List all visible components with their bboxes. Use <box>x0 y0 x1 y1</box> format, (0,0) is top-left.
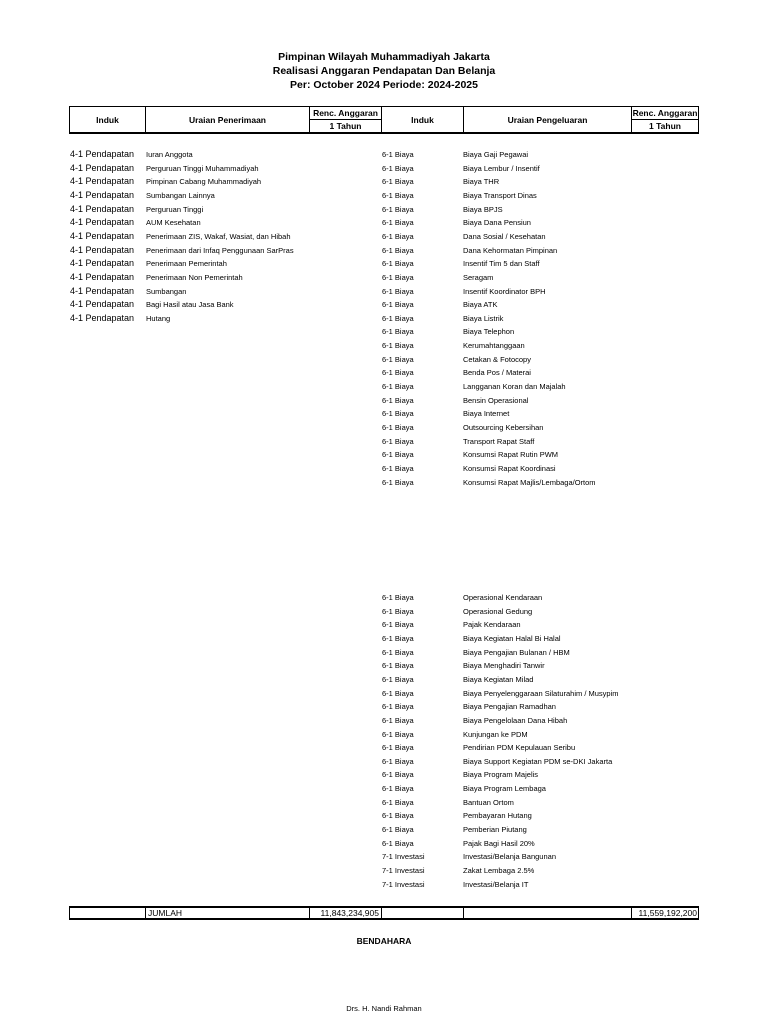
pengeluaran-uraian: Biaya Support Kegiatan PDM se-DKI Jakarta <box>463 756 613 766</box>
pengeluaran-induk: 6-1 Biaya <box>382 770 414 780</box>
header-satu-tahun-label-2: 1 Tahun <box>649 121 681 131</box>
header-renc-anggaran-label: Renc. Anggaran <box>310 107 381 120</box>
pengeluaran-induk: 7-1 Investasi <box>382 879 425 889</box>
header-renc-anggaran-penerimaan <box>310 107 382 133</box>
pengeluaran-induk: 6-1 Biaya <box>382 341 414 351</box>
penerimaan-uraian: Penerimaan Non Pemerintah <box>146 272 243 282</box>
pengeluaran-uraian: Benda Pos / Materai <box>463 368 531 378</box>
pengeluaran-induk: 6-1 Biaya <box>382 702 414 712</box>
pengeluaran-induk: 6-1 Biaya <box>382 436 414 446</box>
pengeluaran-induk: 6-1 Biaya <box>382 620 414 630</box>
pengeluaran-induk: 6-1 Biaya <box>382 300 414 310</box>
pengeluaran-uraian: Cetakan & Fotocopy <box>463 354 531 364</box>
pengeluaran-uraian: Dana Kehormatan Pimpinan <box>463 245 558 255</box>
pengeluaran-induk: 6-1 Biaya <box>382 838 414 848</box>
pengeluaran-induk: 6-1 Biaya <box>382 395 414 405</box>
header-induk-pengeluaran: Induk <box>382 107 464 133</box>
total-penerimaan: 11,843,234,905 <box>310 908 382 918</box>
pengeluaran-uraian: Zakat Lembaga 2.5% <box>463 866 535 875</box>
header-uraian-pengeluaran: Uraian Pengeluaran <box>464 107 632 133</box>
total-uraian-pengeluaran-cell <box>464 908 632 918</box>
pengeluaran-uraian: Biaya Telephon <box>463 327 515 337</box>
pengeluaran-induk: 6-1 Biaya <box>382 715 414 725</box>
penerimaan-uraian: Penerimaan ZIS, Wakaf, Wasiat, dan Hibah <box>146 231 291 241</box>
pengeluaran-uraian: Transport Rapat Staff <box>463 436 535 446</box>
pengeluaran-uraian: Kunjungan ke PDM <box>463 729 528 739</box>
pengeluaran-uraian: Biaya Menghadiri Tanwir <box>463 661 545 671</box>
pengeluaran-uraian: Biaya BPJS <box>463 204 503 214</box>
penerimaan-uraian: Sumbangan Lainnya <box>146 190 215 200</box>
pengeluaran-induk: 6-1 Biaya <box>382 272 414 282</box>
penerimaan-induk: 4-1 Pendapatan <box>70 230 135 241</box>
pengeluaran-uraian: Biaya Gaji Pegawai <box>463 150 529 159</box>
header-uraian-penerimaan: Uraian Penerimaan <box>146 107 310 133</box>
pengeluaran-uraian: Biaya Program Majelis <box>463 770 539 780</box>
org-title: Pimpinan Wilayah Muhammadiyah Jakarta <box>278 51 490 63</box>
pengeluaran-uraian: Bantuan Ortom <box>463 797 514 807</box>
pengeluaran-induk: 6-1 Biaya <box>382 231 414 241</box>
pengeluaran-induk: 6-1 Biaya <box>382 756 414 766</box>
penerimaan-induk: 4-1 Pendapatan <box>70 312 135 323</box>
pengeluaran-induk: 6-1 Biaya <box>382 286 414 296</box>
pengeluaran-uraian: Operasional Gedung <box>463 606 533 616</box>
penerimaan-induk: 4-1 Pendapatan <box>70 258 135 269</box>
total-pengeluaran: 11,559,192,200 <box>638 908 697 918</box>
pengeluaran-induk: 6-1 Biaya <box>382 409 414 419</box>
pengeluaran-induk: 6-1 Biaya <box>382 797 414 807</box>
penerimaan-uraian: Perguruan Tinggi <box>146 204 204 214</box>
pengeluaran-induk: 6-1 Biaya <box>382 150 414 159</box>
pengeluaran-uraian: Biaya Transport Dinas <box>463 190 537 200</box>
pengeluaran-uraian: Operasional Kendaraan <box>463 593 543 602</box>
penerimaan-uraian: Pimpinan Cabang Muhammadiyah <box>146 177 262 187</box>
penerimaan-induk: 4-1 Pendapatan <box>70 203 135 214</box>
pengeluaran-uraian: Biaya ATK <box>463 300 498 310</box>
pengeluaran-uraian: Bensin Operasional <box>463 395 529 405</box>
pengeluaran-uraian: Biaya Kegiatan Halal Bi Halal <box>463 633 561 643</box>
pengeluaran-uraian: Biaya Pengajian Bulanan / HBM <box>463 647 570 657</box>
pengeluaran-uraian: Pendirian PDM Kepulauan Seribu <box>463 743 576 753</box>
pengeluaran-uraian: Konsumsi Rapat Rutin PWM <box>463 450 559 460</box>
total-label: JUMLAH <box>146 908 310 918</box>
pengeluaran-uraian: Konsumsi Rapat Majlis/Lembaga/Ortom <box>463 477 596 487</box>
pengeluaran-induk: 6-1 Biaya <box>382 811 414 821</box>
pengeluaran-uraian: Konsumsi Rapat Koordinasi <box>463 463 556 473</box>
header-renc-anggaran-pengeluaran <box>632 107 698 133</box>
penerimaan-induk: 4-1 Pendapatan <box>70 271 135 282</box>
pengeluaran-uraian: Insentif Koordinator BPH <box>463 286 546 296</box>
pengeluaran-induk: 6-1 Biaya <box>382 647 414 657</box>
header-induk: Induk <box>70 107 146 133</box>
pengeluaran-induk: 6-1 Biaya <box>382 354 414 364</box>
pengeluaran-uraian: Outsourcing Kebersihan <box>463 423 544 432</box>
pengeluaran-induk: 6-1 Biaya <box>382 593 414 602</box>
report-title: Realisasi Anggaran Pendapatan Dan Belanja <box>272 65 496 77</box>
pengeluaran-induk: 6-1 Biaya <box>382 743 414 753</box>
penerimaan-uraian: Penerimaan Pemerintah <box>146 259 227 269</box>
total-induk-pengeluaran-cell <box>382 908 464 918</box>
pengeluaran-induk: 6-1 Biaya <box>382 177 414 187</box>
pengeluaran-uraian: Biaya Listrik <box>463 313 504 323</box>
pengeluaran-induk: 6-1 Biaya <box>382 674 414 684</box>
report-period: Per: October 2024 Periode: 2024-2025 <box>290 79 478 91</box>
penerimaan-induk: 4-1 Pendapatan <box>70 189 135 200</box>
pengeluaran-uraian: Biaya Lembur / Insentif <box>463 163 540 173</box>
penerimaan-induk: 4-1 Pendapatan <box>70 149 135 159</box>
pengeluaran-uraian: Biaya Internet <box>463 409 510 419</box>
pengeluaran-induk: 6-1 Biaya <box>382 163 414 173</box>
pengeluaran-induk: 6-1 Biaya <box>382 606 414 616</box>
penerimaan-induk: 4-1 Pendapatan <box>70 299 135 310</box>
header-satu-tahun-label: 1 Tahun <box>329 121 362 131</box>
pengeluaran-induk: 6-1 Biaya <box>382 313 414 323</box>
total-induk-cell <box>70 908 146 918</box>
pengeluaran-induk: 6-1 Biaya <box>382 190 414 200</box>
table-header <box>69 106 699 134</box>
penerimaan-uraian: AUM Kesehatan <box>146 218 201 228</box>
pengeluaran-uraian: Biaya Dana Pensiun <box>463 218 531 228</box>
pengeluaran-uraian: Pembayaran Hutang <box>463 811 532 821</box>
pengeluaran-induk: 6-1 Biaya <box>382 661 414 671</box>
pengeluaran-uraian: Langganan Koran dan Majalah <box>463 382 566 392</box>
penerimaan-induk: 4-1 Pendapatan <box>70 244 135 255</box>
pengeluaran-uraian: Biaya THR <box>463 177 500 187</box>
penerimaan-induk: 4-1 Pendapatan <box>70 217 135 228</box>
pengeluaran-induk: 6-1 Biaya <box>382 218 414 228</box>
pengeluaran-induk: 6-1 Biaya <box>382 245 414 255</box>
penerimaan-uraian: Hutang <box>146 313 171 323</box>
penerimaan-induk: 4-1 Pendapatan <box>70 285 135 296</box>
pengeluaran-uraian: Dana Sosial / Kesehatan <box>463 231 546 241</box>
pengeluaran-induk: 6-1 Biaya <box>382 423 414 432</box>
pengeluaran-uraian: Biaya Penyelenggaraan Silaturahim / Musypim <box>463 688 619 698</box>
penerimaan-induk: 4-1 Pendapatan <box>70 176 135 187</box>
signature-name: Drs. H. Nandi Rahman <box>346 1004 422 1013</box>
pengeluaran-uraian: Biaya Pengajian Ramadhan <box>463 702 556 712</box>
pengeluaran-induk: 6-1 Biaya <box>382 259 414 269</box>
pengeluaran-induk: 6-1 Biaya <box>382 688 414 698</box>
penerimaan-uraian: Perguruan Tinggi Muhammadiyah <box>146 163 259 173</box>
pengeluaran-induk: 6-1 Biaya <box>382 204 414 214</box>
pengeluaran-uraian: Kerumahtanggaan <box>463 341 525 351</box>
pengeluaran-uraian: Biaya Pengelolaan Dana Hibah <box>463 715 568 725</box>
pengeluaran-uraian: Biaya Kegiatan Milad <box>463 674 534 684</box>
total-row <box>69 906 699 920</box>
pengeluaran-uraian: Seragam <box>463 272 494 282</box>
pengeluaran-induk: 6-1 Biaya <box>382 463 414 473</box>
pengeluaran-uraian: Investasi/Belanja IT <box>463 879 529 889</box>
pengeluaran-induk: 6-1 Biaya <box>382 368 414 378</box>
pengeluaran-induk: 6-1 Biaya <box>382 327 414 337</box>
penerimaan-induk: 4-1 Pendapatan <box>70 162 135 173</box>
penerimaan-uraian: Penerimaan dari Infaq Penggunaan SarPras <box>146 245 294 255</box>
penerimaan-uraian: Bagi Hasil atau Jasa Bank <box>146 300 234 310</box>
penerimaan-uraian: Sumbangan <box>146 286 187 296</box>
pengeluaran-induk: 6-1 Biaya <box>382 450 414 460</box>
pengeluaran-induk: 7-1 Investasi <box>382 866 425 875</box>
pengeluaran-induk: 6-1 Biaya <box>382 784 414 794</box>
pengeluaran-uraian: Pajak Bagi Hasil 20% <box>463 838 535 848</box>
pengeluaran-induk: 6-1 Biaya <box>382 633 414 643</box>
pengeluaran-induk: 6-1 Biaya <box>382 729 414 739</box>
pengeluaran-uraian: Biaya Program Lembaga <box>463 784 546 794</box>
header-renc-anggaran-label-2: Renc. Anggaran <box>632 108 698 118</box>
pengeluaran-uraian: Pemberian Piutang <box>463 825 527 835</box>
pengeluaran-uraian: Insentif Tim 5 dan Staff <box>463 259 540 269</box>
signature-role: BENDAHARA <box>356 936 412 946</box>
pengeluaran-induk: 6-1 Biaya <box>382 382 414 392</box>
pengeluaran-uraian: Pajak Kendaraan <box>463 620 521 630</box>
pengeluaran-induk: 6-1 Biaya <box>382 477 414 487</box>
pengeluaran-induk: 7-1 Investasi <box>382 852 425 862</box>
pengeluaran-induk: 6-1 Biaya <box>382 825 414 835</box>
pengeluaran-uraian: Investasi/Belanja Bangunan <box>463 852 556 862</box>
penerimaan-uraian: Iuran Anggota <box>146 150 193 159</box>
